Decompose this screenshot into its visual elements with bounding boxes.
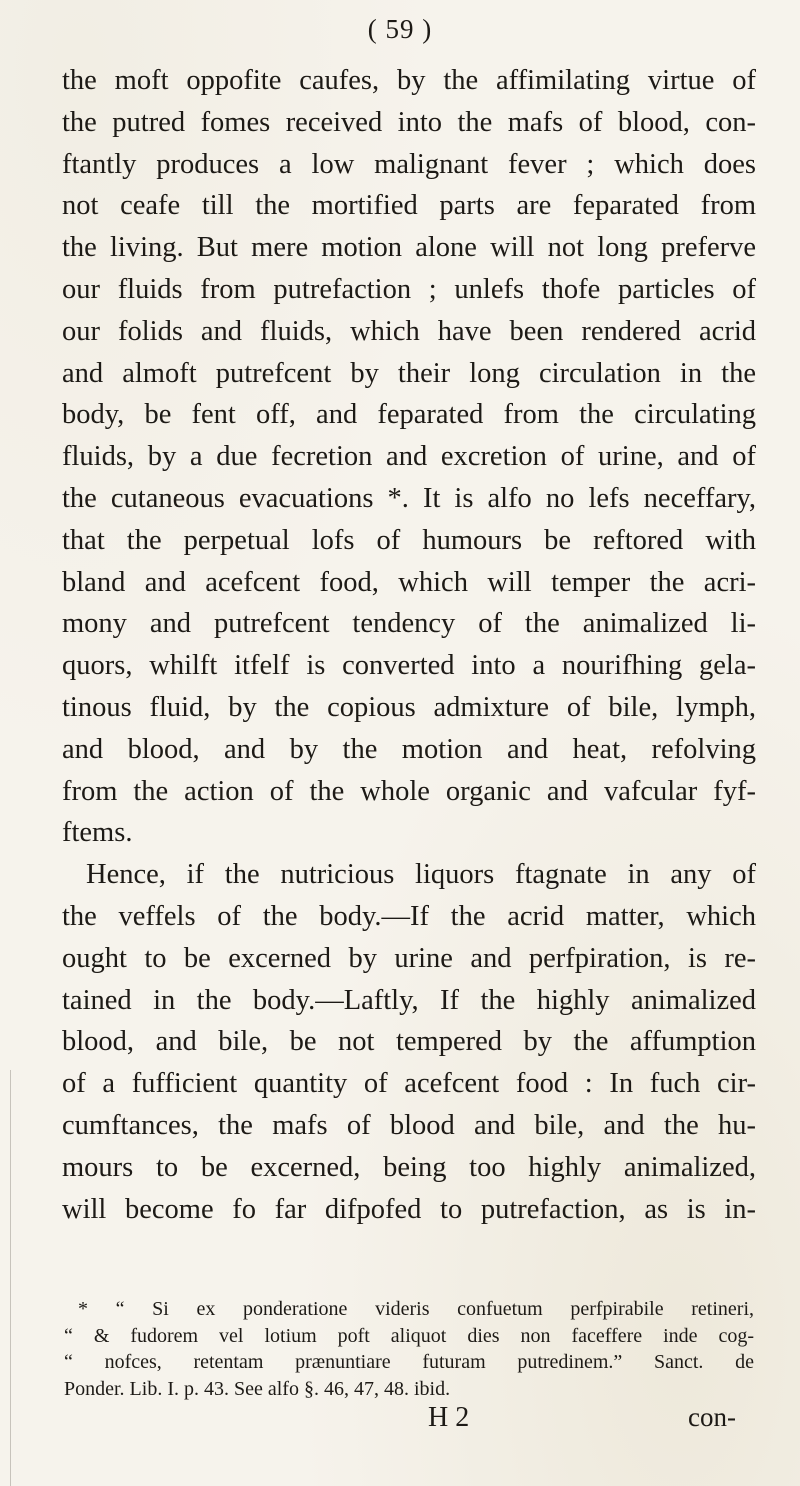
text-line: our fluids from putrefaction ; unlefs thofe particles of <box>62 273 756 305</box>
text-line: mony and putrefcent tendency of the animalized li- <box>62 608 756 640</box>
footnote-line: Ponder. Lib. I. p. 43. See alfo §. 46, 47, 48. ibid. <box>64 1377 451 1400</box>
text-line: the cutaneous evacuations *. It is alfo no lefs neceffary, <box>62 482 756 514</box>
text-line: tained in the body.—Laftly, If the highly animalized <box>62 984 756 1016</box>
text-line: the living. But mere motion alone will not long preferve <box>62 232 756 264</box>
text-line: from the action of the whole organic and vafcular fyf- <box>62 775 756 807</box>
text-line: body, be fent off, and feparated from the circulating <box>62 399 756 431</box>
text-line: will become fo far difpofed to putrefaction, as is in- <box>62 1193 756 1225</box>
paragraph-start-line: Hence, if the nutricious liquors ftagnate in any of <box>86 859 756 891</box>
text-line: tinous fluid, by the copious admixture of bile, lymph, <box>62 691 756 723</box>
signature-mark: H 2 <box>428 1402 470 1433</box>
main-text-block <box>62 60 756 1230</box>
paragraph-end-line: ftems. <box>62 817 133 849</box>
catchword: con- <box>688 1402 736 1432</box>
footnote-line: “ & fudorem vel lotium poft aliquot dies non faceffere inde cog- <box>64 1324 754 1347</box>
text-line: ftantly produces a low malignant fever ; which does <box>62 148 756 180</box>
text-line: and almoft putrefcent by their long circulation in the <box>62 357 756 389</box>
footnote <box>64 1296 754 1402</box>
footnote-line: “ nofces, retentam prænuntiare futuram putredinem.” Sanct. de <box>64 1351 754 1373</box>
text-line: and blood, and by the motion and heat, refolving <box>62 733 756 765</box>
text-line: that the perpetual lofs of humours be reftored with <box>62 524 756 556</box>
text-line: bland and acefcent food, which will temper the acri- <box>62 566 756 598</box>
text-line: of a fufficient quantity of acefcent food : In fuch cir- <box>62 1068 756 1100</box>
text-line: the putred fomes received into the mafs of blood, con- <box>62 106 756 138</box>
text-line: ought to be excerned by urine and perfpiration, is re- <box>62 942 756 974</box>
footnote-line: * “ Si ex ponderatione videris confuetum perfpirabile retineri, <box>78 1298 754 1320</box>
text-line: the veffels of the body.—If the acrid matter, which <box>62 900 756 932</box>
text-line: our folids and fluids, which have been rendered acrid <box>62 315 756 347</box>
text-line: quors, whilft itfelf is converted into a nourifhing gela- <box>62 650 756 682</box>
text-line: fluids, by a due fecretion and excretion of urine, and of <box>62 441 756 473</box>
text-line: the moft oppofite caufes, by the affimilating virtue of <box>62 65 756 96</box>
page-edge-shadow <box>10 1070 11 1486</box>
text-line: mours to be excerned, being too highly animalized, <box>62 1151 756 1183</box>
text-line: cumftances, the mafs of blood and bile, and the hu- <box>62 1109 756 1141</box>
text-line: blood, and bile, be not tempered by the affumption <box>62 1026 756 1058</box>
text-line: not ceafe till the mortified parts are feparated from <box>62 190 756 222</box>
page-number: ( 59 ) <box>367 14 433 44</box>
